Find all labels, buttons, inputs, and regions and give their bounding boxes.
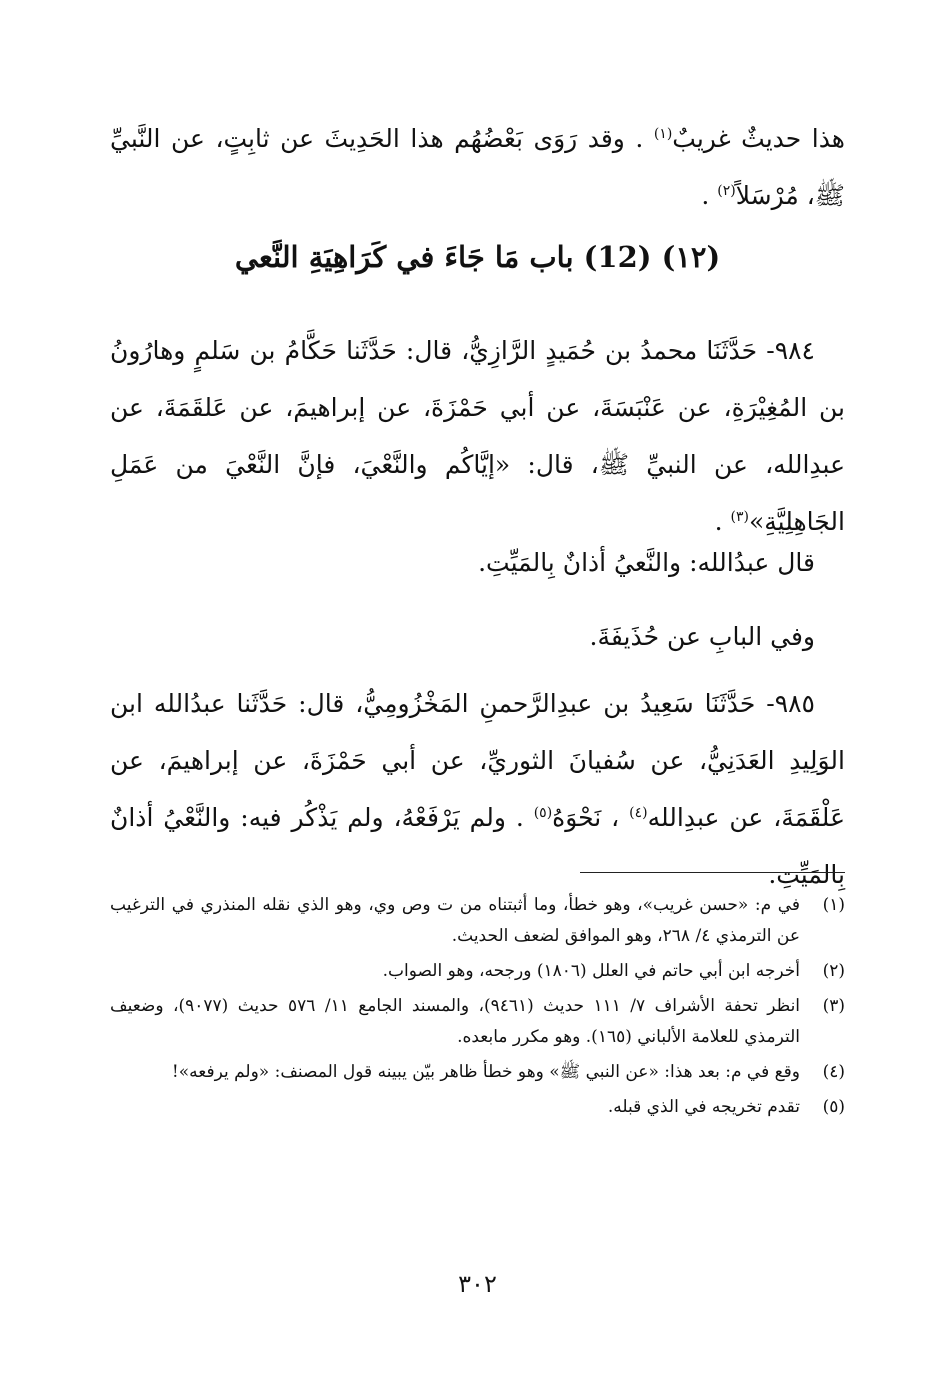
footnote: [110, 890, 845, 952]
hadith-984-end: .: [714, 507, 731, 536]
footnote-text: وقع في م: بعد هذا: «عن النبي ﷺ» وهو خطأ ظاهر بيّن يبينه قول المصنف: «ولم يرفعه»!: [171, 1062, 800, 1082]
bab-note: [110, 608, 845, 665]
footnote-number: (٣): [822, 996, 845, 1016]
footnote-number: (١): [822, 895, 845, 915]
footnote-text: أخرجه ابن أبي حاتم في العلل (١٨٠٦) ورجحه، وهو الصواب.: [382, 961, 800, 981]
footnotes: [110, 890, 845, 1127]
footnote: [110, 991, 845, 1053]
footnote-ref-2: (٢): [717, 183, 736, 199]
hadith-984-text: ٩٨٤- حَدَّثَنَا محمدُ بن حُمَيدٍ الرَّازِيُّ، قال: حَدَّثَنا حَكَّامُ بن سَلمٍ وهارُونُ بن المُغِيْرَةِ، عن عَنْبَسَةَ، عن أبي حَمْزَةَ، عن إبراهيمَ، عن عَلقَمَةَ، عن عبدِالله، عن النبيِّ ﷺ، قال: «إيَّاكُم والنَّعْيَ، فإنَّ النَّعْيَ من عَمَلِ الجَاهِلِيَّةِ»: [110, 336, 845, 536]
bab-note-text: وفي البابِ عن حُذَيفَةَ.: [589, 622, 815, 651]
footnote: [110, 956, 845, 987]
opening-text-end: .: [701, 181, 718, 210]
hadith-984: [110, 322, 845, 550]
footnote-text: تقدم تخريجه في الذي قبله.: [607, 1097, 800, 1117]
page-number: ٣٠٢: [458, 1270, 497, 1298]
footnote: [110, 1057, 845, 1088]
footnote-number: (٥): [822, 1097, 845, 1117]
opening-text: هذا حديثٌ غريبٌ: [672, 124, 845, 153]
footnote-ref-1: (١): [653, 126, 673, 142]
abdullah-statement: [110, 534, 845, 591]
footnote-ref-4: (٤): [629, 805, 648, 821]
hadith-985-text: ٩٨٥- حَدَّثَنَا سَعِيدُ بن عبدِالرَّحمنِ المَخْزُومِيُّ، قال: حَدَّثَنا عبدُالله ابن الوَلِيدِ العَدَنِيُّ، عن سُفيانَ الثوريِّ، عن أبي حَمْزَةَ، عن إبراهيمَ، عن عَلْقَمَةَ، عن عبدِالله: [110, 689, 845, 832]
footnote-number: (٢): [822, 961, 845, 981]
book-page: [110, 100, 845, 1340]
footnote-number: (٤): [822, 1062, 845, 1082]
footnote-ref-3: (٣): [730, 509, 749, 525]
opening-text-continued: . وقد رَوَى بَعْضُهُم هذا الحَدِيثَ عن ثابِتٍ، عن النَّبيِّ ﷺ، مُرْسَلاً: [110, 124, 845, 210]
footnote-text: انظر تحفة الأشراف ٧/ ١١١ حديث (٩٤٦١)، والمسند الجامع ١١/ ٥٧٦ حديث (٩٠٧٧)، وضعيف الترمذي للعلامة الألباني (١٦٥). وهو مكرر مابعده.: [110, 996, 801, 1047]
chapter-heading: (١٢) (12) باب مَا جَاءَ في كَرَاهِيَةِ النَّعي: [234, 240, 721, 274]
hadith-985-text-c: . ولم يَرْفَعْهُ، ولم يَذْكُر فيه: والنَّعْيُ أذانٌ بِالمَيِّتِ.: [110, 803, 845, 889]
opening-paragraph: [110, 110, 845, 224]
hadith-985-text-b: ، نَحْوَهُ: [552, 803, 630, 832]
footnote-divider: [580, 872, 845, 873]
footnote-text: في م: «حسن غريب»، وهو خطأ، وما أثبتناه من ت وص وي، وهو الذي نقله المنذري في الترغيب عن الترمذي ٤/ ٢٦٨، وهو الموافق لضعف الحديث.: [110, 895, 800, 946]
hadith-985: [110, 675, 845, 903]
footnote-ref-5: (٥): [533, 805, 553, 821]
footnote: [110, 1092, 845, 1123]
abdullah-statement-text: قال عبدُالله: والنَّعيُ أذانٌ بِالمَيِّتِ.: [478, 548, 815, 577]
